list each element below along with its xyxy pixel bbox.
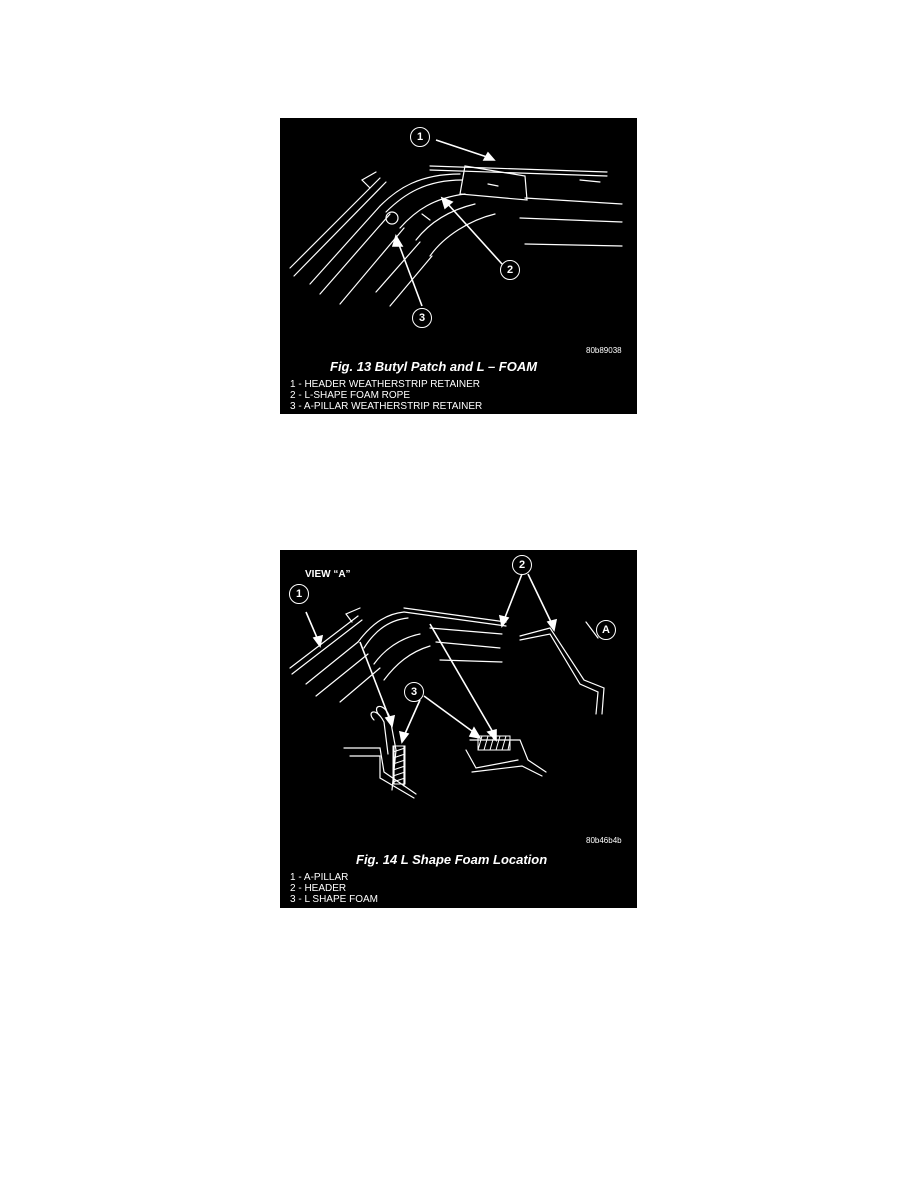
view-label: VIEW “A” — [305, 569, 351, 580]
figure-caption: Fig. 14 L Shape Foam Location — [356, 852, 548, 867]
callout-3: 3 — [412, 308, 432, 328]
legend-item: 1 - A-PILLAR — [290, 872, 349, 883]
figure-13 — [280, 118, 637, 414]
legend-item: 3 - A-PILLAR WEATHERSTRIP RETAINER — [290, 401, 483, 412]
figure-legend — [290, 379, 482, 412]
legend-item: 3 - L SHAPE FOAM — [290, 894, 378, 905]
callout-3: 3 — [404, 682, 424, 702]
figure-legend — [290, 872, 378, 905]
legend-item: 1 - HEADER WEATHERSTRIP RETAINER — [290, 379, 481, 390]
view-marker: A — [596, 620, 616, 640]
callout-1: 1 — [410, 127, 430, 147]
legend-item: 2 - L-SHAPE FOAM ROPE — [290, 390, 411, 401]
callout-2: 2 — [512, 555, 532, 575]
figure-14 — [280, 550, 637, 908]
figure-code: 80b89038 — [586, 346, 622, 355]
callout-2: 2 — [500, 260, 520, 280]
legend-item: 2 - HEADER — [290, 883, 347, 894]
figure-code: 80b46b4b — [586, 836, 622, 845]
callout-1: 1 — [289, 584, 309, 604]
figure-caption: Fig. 13 Butyl Patch and L – FOAM — [330, 359, 538, 374]
